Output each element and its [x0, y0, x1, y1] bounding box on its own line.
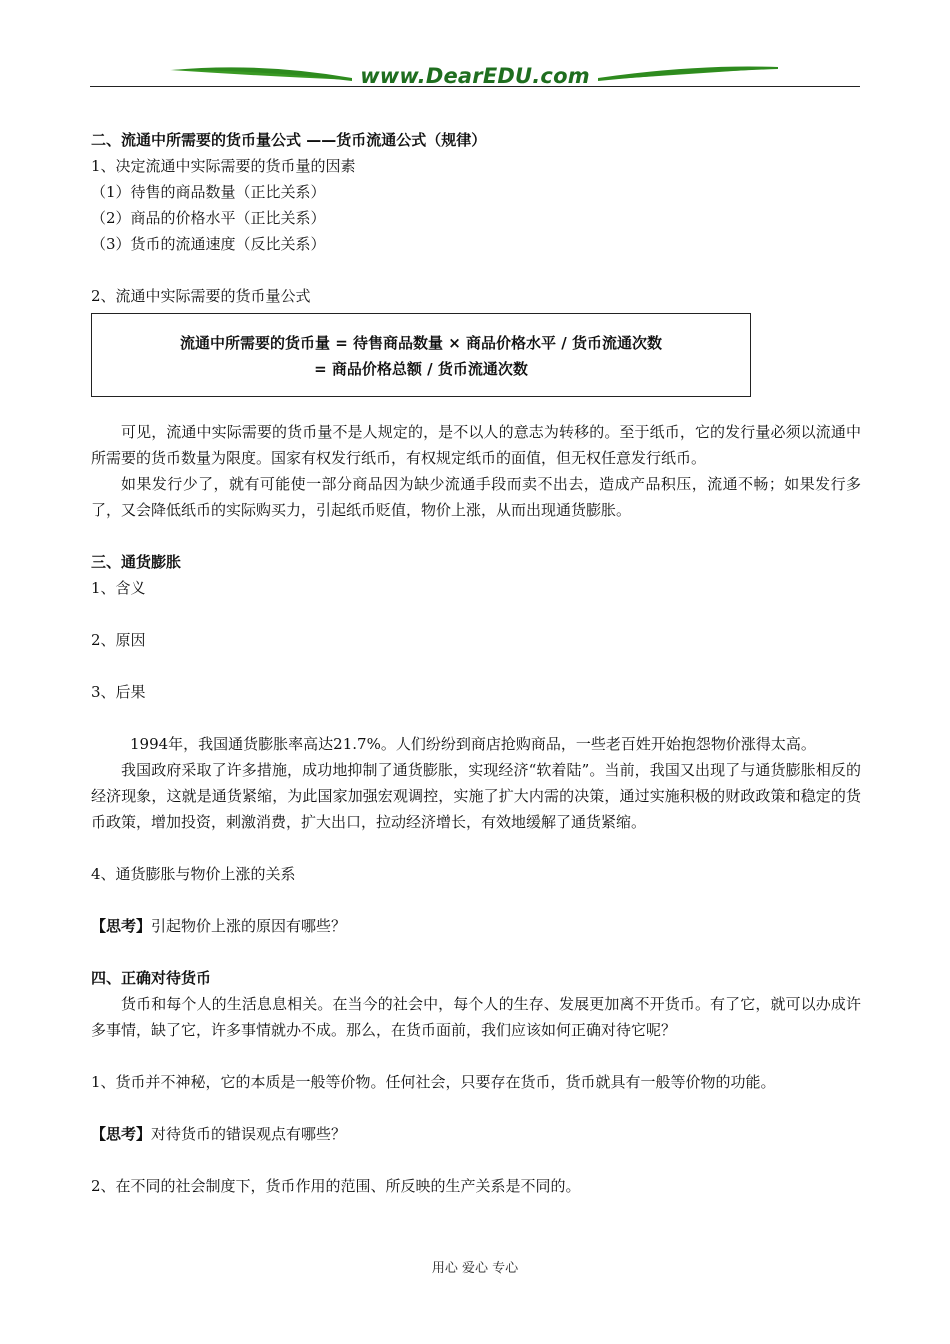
page-header [90, 56, 860, 96]
section-2-item-1: 1、决定流通中实际需要的货币量的因素 [91, 157, 356, 175]
think-text: 引起物价上涨的原因有哪些？ [151, 917, 347, 935]
section-3-item-3: 3、后果 [91, 683, 146, 701]
think-label: 【思考】 [91, 917, 152, 935]
section-4-item-2: 2、在不同的社会制度下，货币作用的范围、所反映的生产关系是不同的。 [91, 1177, 581, 1195]
paragraph: 可见，流通中实际需要的货币量不是人规定的，是不以人的意志为转移的。至于纸币，它的发行量必须以流通中所需要的货币数量为限度。国家有权发行纸币，有权规定纸币的面值，但无权任意发行纸币。 [91, 423, 861, 467]
formula-line-2: = 商品价格总额 / 货币流通次数 [314, 360, 528, 378]
formula-box [91, 313, 751, 397]
factor-item: （2）商品的价格水平（正比关系） [91, 209, 326, 227]
section-4-item-1: 1、货币并不神秘，它的本质是一般等价物。任何社会，只要存在货币，货币就具有一般等价物的功能。 [91, 1073, 776, 1091]
think-label: 【思考】 [91, 1125, 152, 1143]
factor-item: （1）待售的商品数量（正比关系） [91, 183, 326, 201]
section-4-title: 四、正确对待货币 [91, 969, 212, 987]
section-3-title: 三、通货膨胀 [91, 553, 182, 571]
section-2-item-2: 2、流通中实际需要的货币量公式 [91, 287, 311, 305]
page-footer: 用心 爱心 专心 [431, 1261, 519, 1276]
section-3-item-1: 1、含义 [91, 579, 146, 597]
header-rule [90, 86, 860, 87]
think-text: 对待货币的错误观点有哪些？ [151, 1125, 347, 1143]
section-2-title: 二、流通中所需要的货币量公式 ——货币流通公式（规律） [91, 131, 487, 149]
section-3-item-4: 4、通货膨胀与物价上涨的关系 [91, 865, 296, 883]
think-question [91, 1121, 861, 1147]
paragraph: 如果发行少了，就有可能使一部分商品因为缺少流通手段而卖不出去，造成产品积压，流通不畅；如果发行多了，又会降低纸币的实际购买力，引起纸币贬值，物价上涨，从而出现通货膨胀。 [91, 475, 861, 519]
document-body [91, 127, 861, 1199]
paragraph: 1994年，我国通货膨胀率高达21.7%。人们纷纷到商店抢购商品，一些老百姓开始抱怨物价涨得太高。 [130, 735, 816, 753]
section-3-item-2: 2、原因 [91, 631, 146, 649]
formula-line-1: 流通中所需要的货币量 = 待售商品数量 × 商品价格水平 / 货币流通次数 [180, 334, 662, 352]
factor-item: （3）货币的流通速度（反比关系） [91, 235, 326, 253]
think-question [91, 913, 861, 939]
paragraph: 我国政府采取了许多措施，成功地抑制了通货膨胀，实现经济“软着陆”。当前，我国又出现了与通货膨胀相反的经济现象，这就是通货紧缩，为此国家加强宏观调控，实施了扩大内需的决策，通过实施积极的财政政策和稳定的货币政策，增加投资，刺激消费，扩大出口，拉动经济增长，有效地缓解了通货紧缩。 [91, 761, 861, 831]
paragraph: 货币和每个人的生活息息相关。在当今的社会中，每个人的生存、发展更加离不开货币。有了它，就可以办成许多事情，缺了它，许多事情就办不成。那么，在货币面前，我们应该如何正确对待它呢？ [91, 995, 861, 1039]
site-logo: www.DearEDU.com [360, 64, 590, 88]
